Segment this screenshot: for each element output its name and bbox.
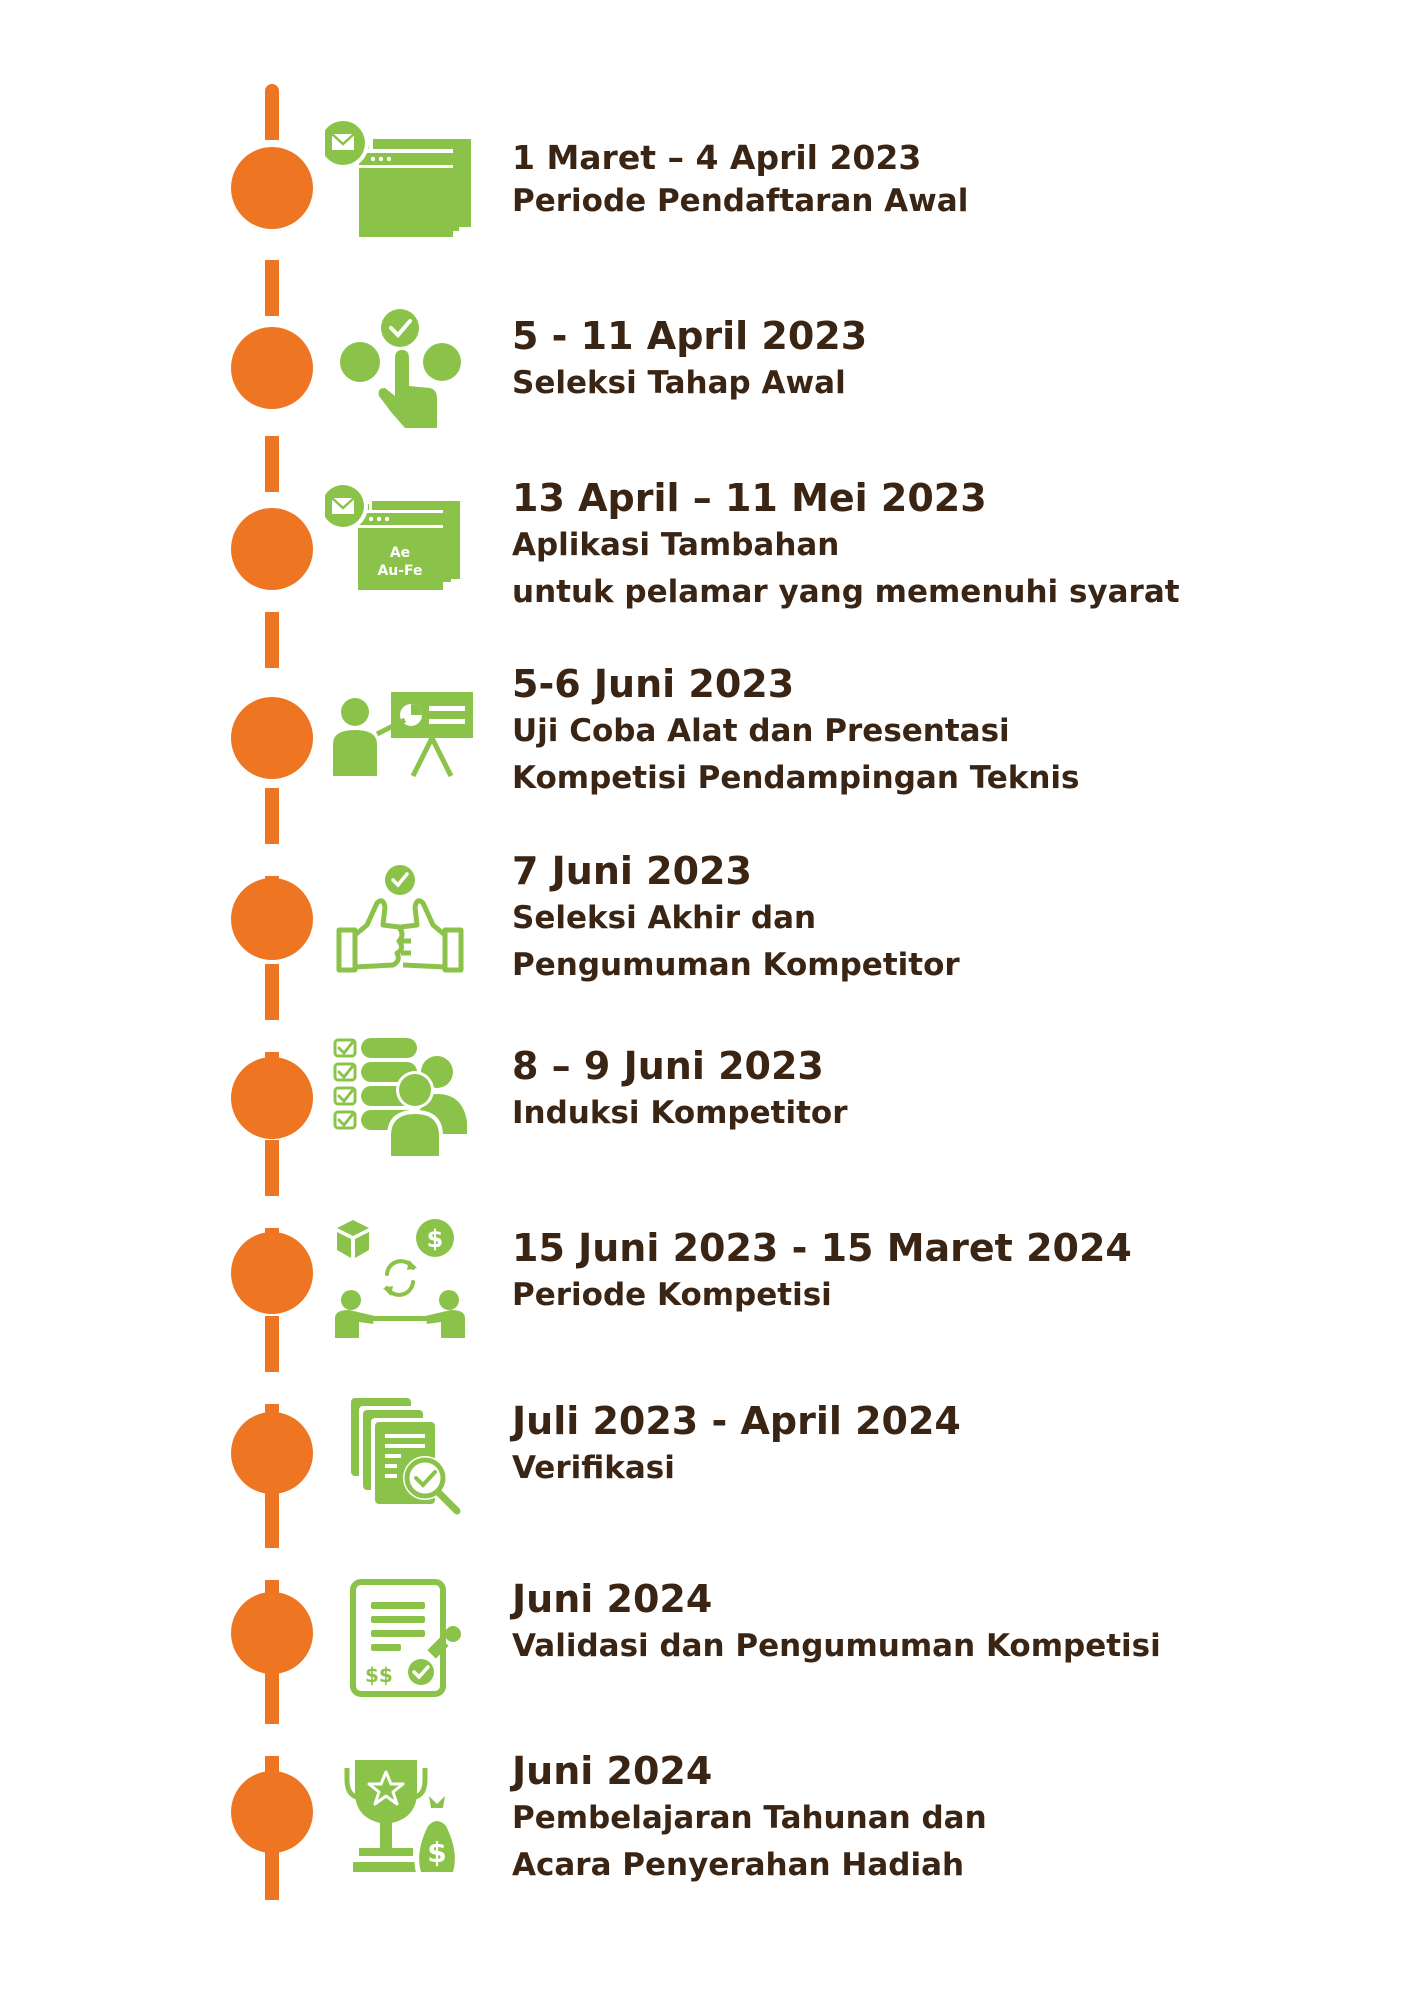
- certificate-stamp-icon: [325, 1572, 475, 1702]
- timeline-node: [231, 1592, 313, 1674]
- timeline-node: [231, 1232, 313, 1314]
- svg-text:$: $: [426, 1225, 444, 1253]
- presentation-icon: [325, 672, 475, 802]
- description-line: Verifikasi: [512, 1449, 675, 1486]
- description-line: Acara Penyerahan Hadiah: [512, 1846, 965, 1883]
- icon-text: Au-Fe: [377, 563, 423, 579]
- date-label: 8 – 9 Juni 2023: [512, 1044, 824, 1088]
- description-line: Periode Kompetisi: [512, 1276, 832, 1313]
- date-label: 5 - 11 April 2023: [512, 314, 868, 358]
- description-line: Periode Pendaftaran Awal: [512, 182, 969, 219]
- description-line: Pembelajaran Tahunan dan: [512, 1799, 987, 1836]
- description-line: Kompetisi Pendampingan Teknis: [512, 759, 1080, 796]
- timeline-node: [231, 508, 313, 590]
- thumbs-up-icon: [325, 855, 475, 985]
- hand-select-icon: [325, 300, 475, 430]
- date-label: 13 April – 11 Mei 2023: [512, 476, 987, 520]
- team-checklist-icon: [325, 1030, 475, 1160]
- description-line: Validasi dan Pengumuman Kompetisi: [512, 1627, 1161, 1664]
- icon-text: Ae: [389, 545, 411, 561]
- timeline-node: [231, 697, 313, 779]
- date-label: 5-6 Juni 2023: [512, 662, 795, 706]
- description-line: Seleksi Tahap Awal: [512, 364, 846, 401]
- date-label: Juni 2024: [512, 1749, 713, 1793]
- description-line: Aplikasi Tambahan: [512, 526, 840, 563]
- trophy-money-icon: [325, 1752, 475, 1882]
- document-search-icon: [325, 1392, 475, 1522]
- date-label: 1 Maret – 4 April 2023: [512, 138, 922, 177]
- description-line: Pengumuman Kompetitor: [512, 946, 960, 983]
- timeline-node: [231, 147, 313, 229]
- timeline-node: [231, 327, 313, 409]
- timeline-node: [231, 1412, 313, 1494]
- date-label: 15 Juni 2023 - 15 Maret 2024: [512, 1226, 1132, 1270]
- browser-email-icon: [325, 482, 475, 612]
- exchange-icon: [325, 1212, 475, 1342]
- timeline-node: [231, 1057, 313, 1139]
- date-label: Juli 2023 - April 2024: [512, 1399, 961, 1443]
- timeline-node: [231, 1771, 313, 1853]
- description-line: Induksi Kompetitor: [512, 1094, 848, 1131]
- date-label: 7 Juni 2023: [512, 849, 752, 893]
- description-line: Seleksi Akhir dan: [512, 899, 817, 936]
- timeline-node: [231, 878, 313, 960]
- browser-email-icon: [325, 115, 475, 245]
- svg-text:$: $: [427, 1836, 447, 1869]
- description-line: Uji Coba Alat dan Presentasi: [512, 712, 1010, 749]
- description-line: untuk pelamar yang memenuhi syarat: [512, 573, 1180, 610]
- icon-text: $$: [365, 1663, 393, 1687]
- date-label: Juni 2024: [512, 1577, 713, 1621]
